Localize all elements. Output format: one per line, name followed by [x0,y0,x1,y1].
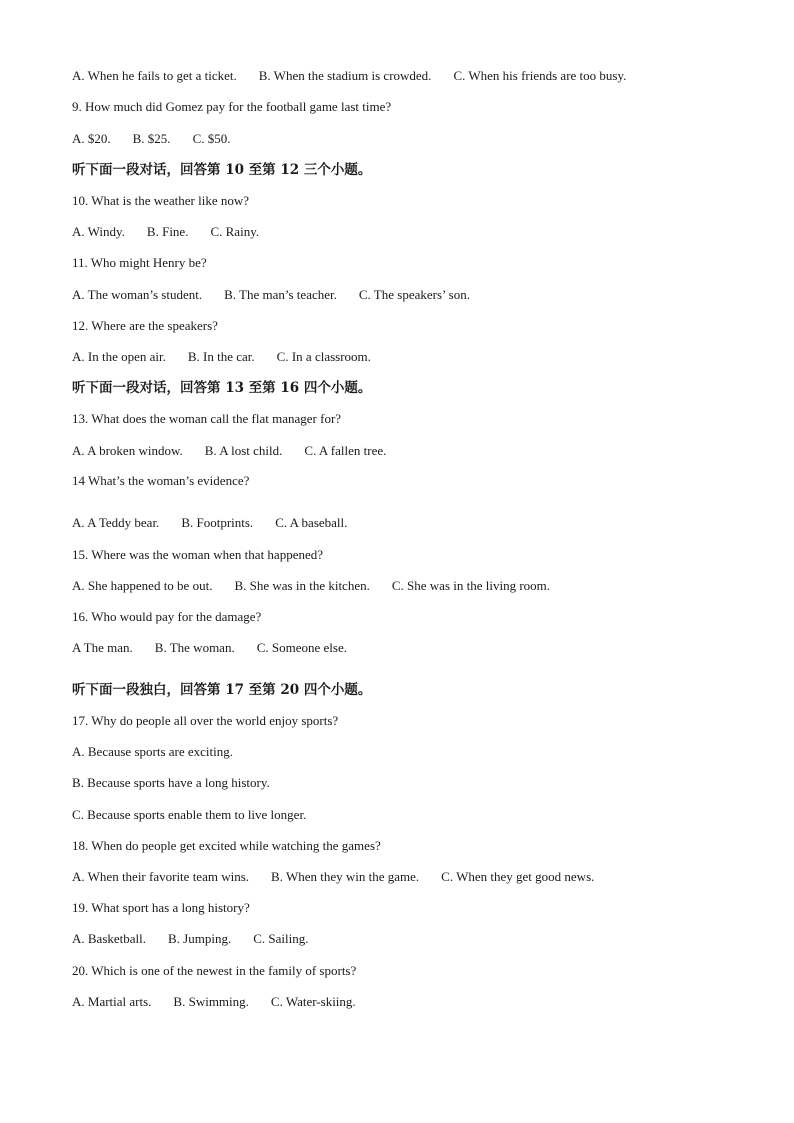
q9-options [72,131,230,147]
q14-option-a: A. A Teddy bear. [72,515,160,530]
q20-options [72,994,356,1010]
q19-option-c: C. Sailing. [253,931,309,946]
q11-option-c: C. The speakers’ son. [358,287,470,302]
q15-option-a: A. She happened to be out. [72,578,213,593]
q20-option-a: A. Martial arts. [72,994,152,1009]
q8-option-c: C. When his friends are too busy. [453,68,627,83]
q10-options [72,224,259,240]
q14-question: 14 What’s the woman’s evidence? [72,473,250,488]
q11-question: 11. Who might Henry be? [72,255,207,270]
q14-option-c: C. A baseball. [275,515,348,530]
q14-option-b: B. Footprints. [181,515,254,530]
q13-options [72,443,386,459]
q15-options [72,578,550,594]
q14-options [72,515,347,531]
q17-option-c: C. Because sports enable them to live longer. [72,807,307,822]
q12-option-b: B. In the car. [187,349,255,364]
q17-option-a: A. Because sports are exciting. [72,744,234,759]
q10-option-c: C. Rainy. [210,224,260,239]
q11-option-b: B. The man’s teacher. [224,287,337,302]
q17-question: 17. Why do people all over the world enjoy sports? [72,713,339,728]
q20-question: 20. Which is one of the newest in the family of sports? [72,963,357,978]
q19-option-b: B. Jumping. [168,931,232,946]
q19-option-a: A. Basketball. [72,931,147,946]
q13-option-c: C. A fallen tree. [304,443,387,458]
q16-question: 16. Who would pay for the damage? [72,609,262,624]
q18-option-c: C. When they get good news. [441,869,595,884]
q16-option-b: B. The woman. [154,640,235,655]
q10-question: 10. What is the weather like now? [72,193,250,208]
q15-option-c: C. She was in the living room. [391,578,551,593]
q20-option-b: B. Swimming. [173,994,249,1009]
q17-option-b: B. Because sports have a long history. [72,775,270,790]
q16-option-a: A The man. [72,640,133,655]
section-heading-10-12: 听下面一段对话，回答第 10 至第 12 三个小题。 [72,162,372,178]
q13-question: 13. What does the woman call the flat manager for? [72,411,342,426]
section-heading-17-20: 听下面一段独白，回答第 17 至第 20 四个小题。 [72,682,372,698]
q10-option-a: A. Windy. [72,224,125,239]
q18-options [72,869,594,885]
q8-options [72,68,626,84]
q10-option-b: B. Fine. [146,224,189,239]
q16-option-c: C. Someone else. [256,640,347,655]
q15-question: 15. Where was the woman when that happened? [72,547,324,562]
q16-options [72,640,347,656]
q15-option-b: B. She was in the kitchen. [234,578,370,593]
q13-option-b: B. A lost child. [204,443,283,458]
q12-options [72,349,371,365]
q13-option-a: A. A broken window. [72,443,183,458]
q8-option-b: B. When the stadium is crowded. [258,68,432,83]
q9-option-b: B. $25. [132,131,171,146]
q9-option-a: A. $20. [72,131,111,146]
q12-option-a: A. In the open air. [72,349,166,364]
section-heading-13-16: 听下面一段对话，回答第 13 至第 16 四个小题。 [72,380,372,396]
q19-question: 19. What sport has a long history? [72,900,250,915]
q8-option-a: A. When he fails to get a ticket. [72,68,237,83]
q12-option-c: C. In a classroom. [276,349,371,364]
q11-option-a: A. The woman’s student. [72,287,203,302]
q20-option-c: C. Water-skiing. [270,994,356,1009]
q12-question: 12. Where are the speakers? [72,318,218,333]
q9-question: 9. How much did Gomez pay for the football game last time? [72,99,392,114]
q18-option-b: B. When they win the game. [271,869,420,884]
q18-question: 18. When do people get excited while watching the games? [72,838,381,853]
q11-options [72,287,470,303]
q9-option-c: C. $50. [192,131,231,146]
q19-options [72,931,309,947]
q18-option-a: A. When their favorite team wins. [72,869,250,884]
